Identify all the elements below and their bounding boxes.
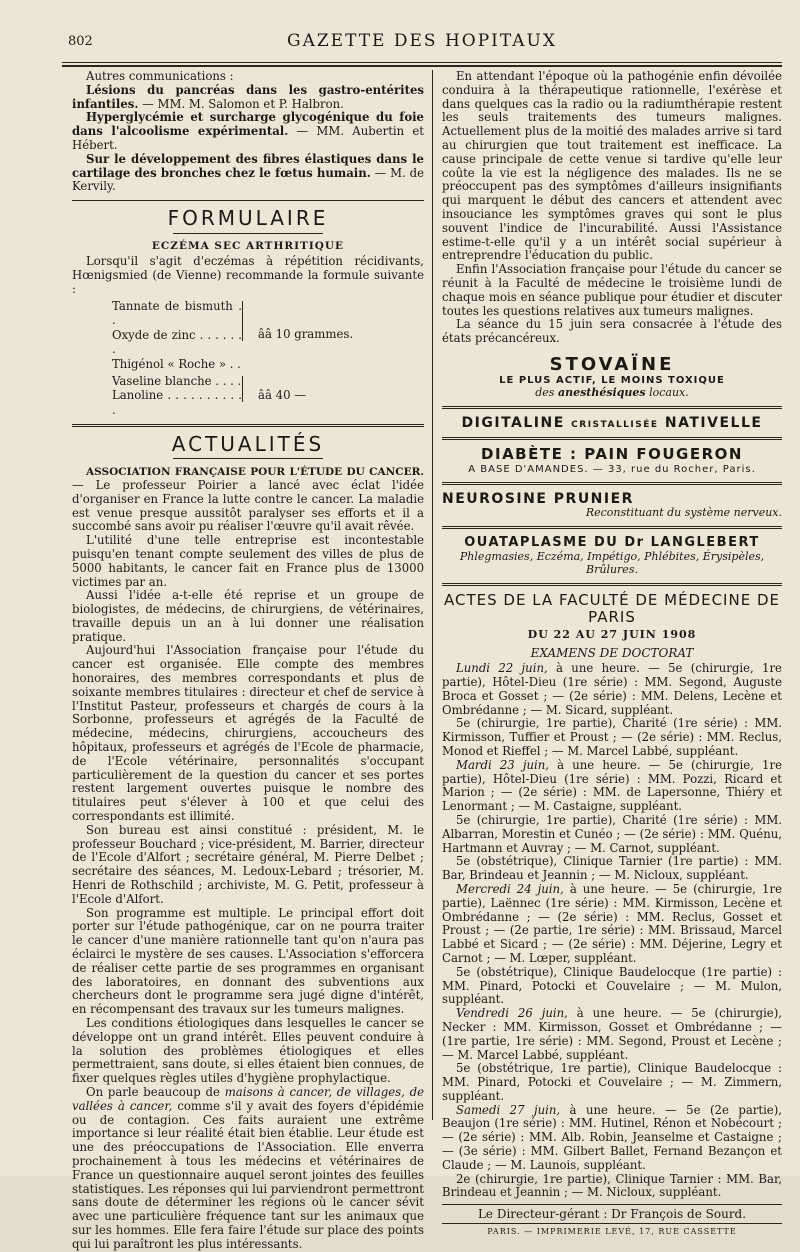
article-paragraph: Son programme est multiple. Le principal effort doit porter sur l'étude pathogénique, car on ne pourra traiter le cancer d'une manière rationnelle tant qu'on n'aura pas éclairci le mystère de ses causes. L'Association s'efforcera de réaliser cette partie de ses programmes en organisant des laboratoires, en donnant des subventions aux chercheurs dont le programme sera jugé digne d'intérêt, en récompensant des travaux sur les tumeurs malignes. (72, 905, 424, 1017)
ad-diabete (442, 446, 782, 475)
ad-rule (442, 406, 782, 409)
exam-entry: 5e (obstétrique), Clinique Tarnier (1re partie) : MM. Bar, Brindeau et Jeannin ; — M. Nicloux, suppléant. (442, 854, 782, 883)
ingredient: Oxyde de zinc . . . . . . . (112, 327, 242, 357)
section-rule (72, 424, 424, 427)
ad-ouataplasme-subtitle: Phlegmasies, Eczéma, Impétigo, Phlébites, Érysipèles, Brûlures. (459, 549, 765, 576)
ad-stovaine-subtitle: LE PLUS ACTIF, LE MOINS TOXIQUE (499, 375, 725, 387)
dose: ââ 40 — (258, 387, 306, 402)
ingredient: Vaseline blanche . . . . (112, 373, 242, 388)
article-paragraph: Son bureau est ainsi constitué : président, M. le professeur Bouchard ; vice-président, M. Barrier, directeur de l'Ecole d'Alfort ; secrétaire général, M. Pierre Delbet ; secrétaire des séances, M. Ledoux-Lebard ; trésorier, M. Henri de Rothschild ; archiviste, M. G. Petit, professeur à l'Ecole d'Alfort. (72, 822, 424, 906)
right-column (442, 69, 782, 1237)
ad-ouataplasme (442, 535, 782, 576)
exam-entry: 5e (obstétrique, 1re partie), Clinique Baudelocque : MM. Pinard, Potocki et Couvelaire ; — M. Zimmern, suppléant. (442, 1061, 782, 1103)
brace (242, 374, 252, 418)
formulaire-subheading: ECZÉMA SEC ARTHRITIQUE (151, 239, 345, 252)
communication-title: Lésions du pancréas dans les gastro-entérites infantiles. (72, 82, 424, 111)
article-paragraph: Aussi l'idée a-t-elle été reprise et un groupe de biologistes, de médecins, de chirurgiens, de vétérinaires, travaille depuis un an à lui donner une réalisation pratique. (72, 588, 424, 644)
faculty-title: ACTES DE LA FACULTÉ DE MÉDECINE DE PARIS (444, 590, 780, 627)
ad-digitaline: DIGITALINE CRISTALLISÉE NATIVELLE (461, 414, 763, 431)
ad-neurosine-title: NEUROSINE PRUNIER (442, 490, 634, 507)
article-paragraph: On parle beaucoup de maisons à cancer, de villages, de vallées à cancer, comme s'il y avait des foyers d'épidémie ou de contagion. Ces faits auraient une extrême importance si leur réalité était bien établie. Leur étude est une des préoccupations de l'Association. Elle enverra prochainement à tous les médecins et vétérinaires de France un questionnaire auquel seront jointes des feuilles statistiques. Les réponses qui lui parviendront permettront sans doute de déterminer les régions où le cancer sévit avec une particulière fréquence tant sur les animaux que sur les hommes. Elle fera faire l'étude sur place des points qui lui paraîtront les plus intéressants. (72, 1084, 425, 1251)
column-divider (432, 70, 433, 1120)
ad-diabete-title: DIABÈTE : PAIN FOUGERON (481, 445, 743, 464)
communication-authors: — M. de Kervily. (72, 165, 424, 194)
communication-item (72, 111, 424, 152)
director-signature: Le Directeur-gérant : Dr François de Sourd. (442, 1204, 782, 1224)
communication-title: Hyperglycémie et surcharge glycogénique du foie dans l'alcoolisme expérimental. (72, 110, 424, 139)
printer-imprint: PARIS. — IMPRIMERIE LEVÉ, 17, RUE CASSETTE (487, 1227, 737, 1237)
section-rule (72, 200, 424, 201)
ad-stovaine-tagline: des anesthésiques locaux. (535, 385, 689, 399)
exam-entry: Mardi 23 juin, à une heure. — 5e (chirurgie, 1re partie), Hôtel-Dieu (1re série) : MM. Pozzi, Ricard et Marion ; — (2e série) : MM. de Lapersonne, Thiéry et Lenormant ; — M. Castaigne, suppléant. (442, 757, 782, 814)
communications-intro: Autres communications : (86, 69, 234, 83)
ad-ouataplasme-title: OUATAPLASME DU Dr LANGLEBERT (464, 535, 760, 551)
header-rule (62, 62, 782, 63)
formulaire-text: Lorsqu'il s'agit d'eczémas à répétition récidivants, Hœnigsmied (de Vienne) recommande la formule suivante : (72, 254, 424, 296)
exam-entry: 5e (chirurgie, 1re partie), Charité (1re série) : MM. Kirmisson, Tuffier et Proust ; — (2e série) : MM. Reclus, Monod et Rieffel ; — M. Marcel Labbé, suppléant. (442, 716, 782, 758)
header-rule-thick (62, 65, 782, 67)
actualites-title: ACTUALITÉS (171, 431, 325, 456)
ad-rule (442, 583, 782, 586)
communication-item (72, 84, 424, 112)
journal-title: GAZETTE DES HOPITAUX (286, 31, 557, 51)
ad-rule (442, 437, 782, 440)
ad-stovaine-title: STOVAÏNE (549, 353, 675, 375)
formulaire-title: FORMULAIRE (167, 206, 329, 231)
exam-entry: Vendredi 26 juin, à une heure. — 5e (chirurgie), Necker : MM. Kirmisson, Gosset et Ombrédanne ; — (1re partie, 1re série) : MM. Segond, Proust et Lecène ; — M. Marcel Labbé, suppléant. (442, 1006, 782, 1062)
communication-item (72, 153, 424, 194)
ingredient: Lanoline . . . . . . . . . . . (112, 388, 242, 417)
communication-authors: — MM. M. Salomon et P. Halbron. (138, 96, 344, 111)
page-header (62, 28, 782, 58)
article-paragraph: L'utilité d'une telle entreprise est incontestable puisqu'en tenant compte seulement des villes de plus de 5000 habitants, le cancer fait en France plus de 13000 victimes par an. (72, 533, 424, 589)
left-column (72, 69, 425, 1251)
exam-entry: Mercredi 24 juin, à une heure. — 5e (chirurgie, 1re partie), Laënnec (1re série) : MM. Kirmisson, Lecène et Ombrédanne ; — (2e série) : MM. Reclus, Gosset et Proust ; — (2e partie, 1re série) : MM. Brissaud, Marcel Labbé et Sicard ; — (2e série) : MM. Déjerine, Legry et Carnot ; — M. Lœper, suppléant. (442, 881, 782, 965)
short-rule (173, 233, 323, 234)
article-paragraph: En attendant l'époque où la pathogénie enfin dévoilée conduira à la thérapeutique rationnelle, l'exérèse et dans quelques cas la radio ou la radiumthérapie restent les seuls traitements des tumeurs malignes. Actuellement plus de la moitié des malades arrive si tard au chirurgien que tout traitement est inefficace. La cause principale de cette venue si tardive qu'elle leur coûte la vie est la négligence des malades. Ils ne se préoccupent pas des symptômes d'ailleurs insignifiants qui marquent le début des cancers et attendent avec insouciance les symptômes graves qui sont le plus souvent l'indice de l'incurabilité. Aussi l'Assistance estime-t-elle qu'il y a un intérêt social supérieur à entreprendre l'éducation du public. (442, 69, 782, 263)
faculty-dates: DU 22 AU 27 JUIN 1908 (527, 628, 697, 642)
ad-rule (442, 526, 782, 529)
article-paragraph: Les conditions étiologiques dans lesquelles le cancer se développe ont un grand intérêt. Elles peuvent conduire à la solution des problèmes étiologiques et elles permettraient, sans doute, si elles étaient bien connues, de fixer quelques règles utiles d'hygiène prophylactique. (72, 1016, 424, 1086)
prescription-group-1 (112, 299, 424, 372)
exam-title: EXAMENS DE DOCTORAT (530, 646, 694, 661)
dose: ââ 10 grammes. (258, 327, 354, 342)
ad-rule (442, 482, 782, 485)
exam-entry: Lundi 22 juin, à une heure. — 5e (chirurgie, 1re partie), Hôtel-Dieu (1re série) : MM. Segond, Auguste Broca et Gosset ; — (2e série) : MM. Delens, Lecène et Ombrédanne ; — M. Sicard, suppléant. (442, 661, 782, 717)
article-heading: ASSOCIATION FRANÇAISE POUR L'ÉTUDE DU CANCER. (86, 466, 424, 479)
article-paragraph: La séance du 15 juin sera consacrée à l'étude des états précancéreux. (442, 317, 782, 346)
communication-title: Sur le développement des fibres élastiques dans le cartilage des bronches chez le fœtus humain. (72, 151, 424, 180)
brace (242, 299, 252, 372)
exam-entry: Samedi 27 juin, à une heure. — 5e (2e partie), Beaujon (1re série) : MM. Hutinel, Rénon et Nobécourt ; — (2e série) : MM. Alb. Robin, Jeanselme et Castaigne ; — (3e série) : MM. Gilbert Ballet, Fernand Bezançon et Claude ; — M. Launois, suppléant. (442, 1102, 782, 1172)
exam-entry: 5e (obstétrique), Clinique Baudelocque (1re partie) : MM. Pinard, Potocki et Couvelaire ; — M. Mulon, suppléant. (442, 964, 782, 1007)
prescription-group-2 (112, 374, 424, 418)
communication-authors: — MM. Aubertin et Hébert. (72, 124, 424, 152)
ad-neurosine (442, 491, 782, 520)
exam-entry: 5e (chirurgie, 1re partie), Charité (1re série) : MM. Albarran, Morestin et Cunéo ; — (2e série) : MM. Quénu, Hartmann et Auvray ; — M. Carnot, suppléant. (442, 812, 782, 855)
exam-entry: 2e (chirurgie, 1re partie), Clinique Tarnier : MM. Bar, Brindeau et Jeannin ; — M. Nicloux, suppléant. (442, 1171, 782, 1200)
ad-diabete-subtitle: A BASE D'AMANDES. — 33, rue du Rocher, Paris. (468, 464, 756, 476)
ingredient: Thigénol « Roche » . . (112, 357, 241, 372)
ingredient: Tannate de bismuth . . (112, 298, 242, 328)
ad-stovaine (442, 354, 782, 400)
short-rule (173, 458, 323, 459)
article-paragraph: Enfin l'Association française pour l'étude du cancer se réunit à la Faculté de médecine le troisième lundi de chaque mois en séance publique pour étudier et discuter toutes les questions relatives aux tumeurs malignes. (442, 262, 782, 318)
page-number: 802 (68, 34, 93, 49)
ad-neurosine-subtitle: Reconstituant du système nerveux. (585, 506, 782, 520)
article-paragraph: ASSOCIATION FRANÇAISE POUR L'ÉTUDE DU CANCER. — Le professeur Poirier a lancé avec éclat l'idée d'organiser en France la lutte contre le cancer. La maladie est venue presque aussitôt paralyser ses efforts et il a succombé sans avoir pu réaliser l'œuvre qu'il avait rêvée. (72, 466, 424, 534)
article-paragraph: Aujourd'hui l'Association française pour l'étude du cancer est organisée. Elle compte des membres honoraires, des membres correspondants et plus de soixante membres titulaires : directeur et chef de service à l'Institut Pasteur, professeurs et chargés de cours à la Sorbonne, professeurs et agrégés de la Faculté de médecine, médecins, chirurgiens, accoucheurs des hôpitaux, professeurs et agrégés de l'Ecole de pharmacie, de l'Ecole vétérinaire, personnalités s'occupant particulièrement de la question du cancer et ses portes restent largement ouvertes puisque le nombre des titulaires peut s'élever à 100 et que celui des correspondants est illimité. (72, 643, 424, 824)
